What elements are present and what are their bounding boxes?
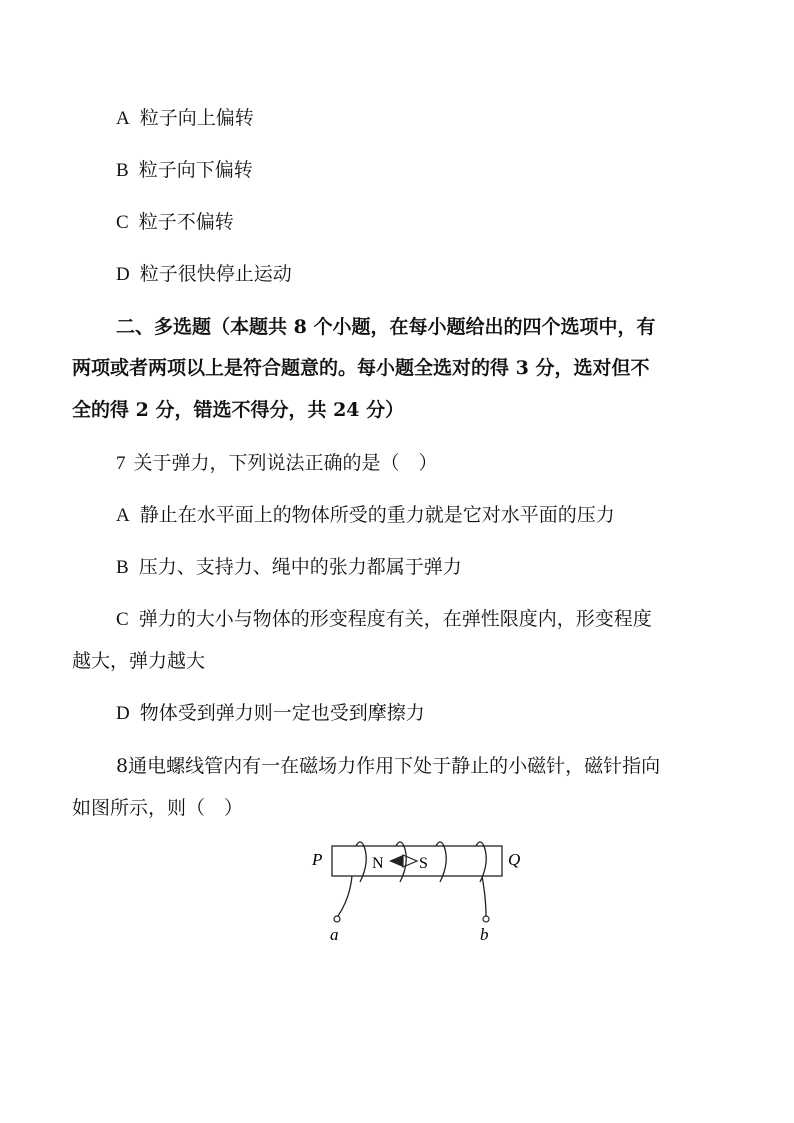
q7-option-c bbox=[116, 607, 652, 632]
terminal-b bbox=[483, 916, 489, 922]
section2-heading-line1: 二、多选题（本题共 8 个小题，在每小题给出的四个选项中，有 bbox=[116, 316, 656, 338]
question-stem: 关于弹力，下列说法正确的是（ ） bbox=[133, 452, 438, 474]
q7-option-d bbox=[116, 701, 425, 726]
option-letter: C bbox=[116, 609, 129, 630]
section2-heading-line2: 两项或者两项以上是符合题意的。每小题全选对的得 3 分，选对但不 bbox=[72, 357, 650, 379]
q8-stem-line2: 如图所示，则（ ） bbox=[72, 797, 244, 819]
option-text: 压力、支持力、绳中的张力都属于弹力 bbox=[138, 556, 462, 578]
q6-option-c bbox=[116, 210, 234, 235]
option-text: 物体受到弹力则一定也受到摩擦力 bbox=[139, 702, 425, 724]
q7-option-c-continued: 越大，弹力越大 bbox=[72, 650, 206, 672]
option-text: 粒子很快停止运动 bbox=[139, 263, 292, 285]
option-text: 粒子向上偏转 bbox=[139, 107, 254, 129]
q7-option-b bbox=[116, 555, 462, 580]
q6-option-b bbox=[116, 158, 253, 183]
question-number: 7 bbox=[116, 453, 126, 474]
needle-s-label: S bbox=[419, 855, 428, 872]
label-a: a bbox=[330, 925, 339, 944]
question-stem: 通电螺线管内有一在磁场力作用下处于静止的小磁针，磁针指向 bbox=[128, 755, 661, 777]
label-b: b bbox=[480, 925, 489, 944]
option-letter: C bbox=[116, 212, 129, 233]
option-text: 静止在水平面上的物体所受的重力就是它对水平面的压力 bbox=[139, 504, 615, 526]
option-letter: D bbox=[116, 703, 130, 724]
q6-option-a bbox=[116, 106, 254, 131]
needle-n-label: N bbox=[372, 855, 384, 872]
question-number: 8 bbox=[116, 755, 129, 777]
label-p: P bbox=[312, 850, 323, 869]
option-letter: B bbox=[116, 557, 129, 578]
q7-option-a bbox=[116, 503, 615, 528]
solenoid-figure bbox=[300, 828, 540, 948]
terminal-a bbox=[334, 916, 340, 922]
option-letter: A bbox=[116, 505, 130, 526]
q7-stem bbox=[116, 451, 438, 476]
option-letter: D bbox=[116, 264, 130, 285]
option-letter: A bbox=[116, 108, 130, 129]
option-letter: B bbox=[116, 160, 129, 181]
option-text: 粒子不偏转 bbox=[138, 211, 234, 233]
option-text: 弹力的大小与物体的形变程度有关，在弹性限度内，形变程度 bbox=[138, 608, 652, 630]
label-q: Q bbox=[508, 850, 521, 869]
section2-heading-line3: 全的得 2 分，错选不得分，共 24 分） bbox=[72, 399, 405, 421]
option-text: 粒子向下偏转 bbox=[138, 159, 253, 181]
q6-option-d bbox=[116, 262, 292, 287]
q8-stem-line1 bbox=[116, 754, 660, 778]
